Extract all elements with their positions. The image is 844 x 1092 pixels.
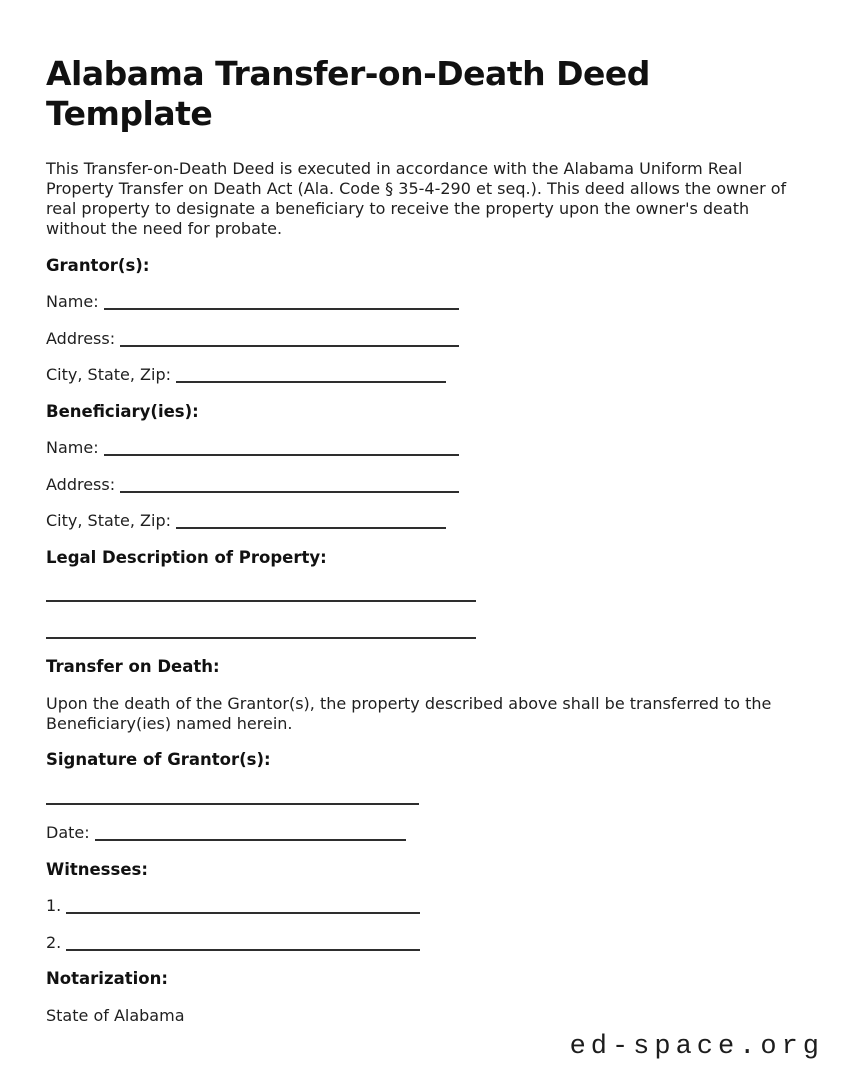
- ed-space-watermark: ed-space.org: [569, 1032, 824, 1062]
- grantor-city-state-zip-label: City, State, Zip:: [46, 365, 172, 384]
- date-label: Date:: [46, 823, 90, 842]
- signature-heading: Signature of Grantor(s):: [46, 750, 271, 769]
- beneficiary-name-label: Name:: [46, 438, 99, 457]
- witness-2-blank-line: [66, 948, 420, 951]
- beneficiary-address-label: Address:: [46, 474, 116, 494]
- transfer-on-death-heading: Transfer on Death:: [46, 657, 220, 676]
- witness-1-blank-line: [66, 911, 420, 914]
- grantor-city-state-zip-row: [46, 365, 798, 385]
- date-blank-line: [95, 838, 406, 841]
- witness-row-2: [46, 933, 798, 953]
- grantor-name-row: [46, 292, 798, 312]
- signature-blank-row: [46, 787, 798, 807]
- witness-row-1: [46, 896, 798, 916]
- grantor-name-label: Name:: [46, 292, 99, 311]
- page-title: Alabama Transfer-on-Death Deed Template: [46, 54, 650, 133]
- beneficiary-address-blank-line: [120, 490, 459, 493]
- notarization-heading: Notarization:: [46, 969, 168, 988]
- beneficiary-heading: Beneficiary(ies):: [46, 401, 199, 421]
- grantor-address-row: [46, 329, 798, 349]
- beneficiary-name-row: [46, 438, 798, 458]
- beneficiary-name-blank-line: [104, 453, 459, 456]
- state-of-alabama-text: State of Alabama: [46, 1005, 185, 1025]
- witness-1-number: 1.: [46, 896, 62, 915]
- legal-description-heading: Legal Description of Property:: [46, 547, 327, 567]
- date-row: [46, 823, 798, 843]
- beneficiary-city-state-zip-blank-line: [176, 526, 446, 529]
- legal-description-blank-row-2: [46, 621, 798, 641]
- witnesses-heading: Witnesses:: [46, 859, 148, 879]
- grantor-name-blank-line: [104, 307, 459, 310]
- grantor-heading: Grantor(s):: [46, 255, 150, 275]
- signature-blank-line: [46, 802, 419, 805]
- grantor-city-state-zip-blank-line: [176, 380, 446, 383]
- legal-description-blank-row-1: [46, 584, 798, 604]
- witness-2-number: 2.: [46, 932, 62, 952]
- beneficiary-city-state-zip-row: [46, 511, 798, 531]
- transfer-on-death-paragraph: Upon the death of the Grantor(s), the property described above shall be transferred to the Beneficiary(ies) named herein.: [46, 693, 772, 733]
- legal-description-blank-line-2: [46, 636, 476, 639]
- beneficiary-address-row: [46, 475, 798, 495]
- intro-paragraph: This Transfer-on-Death Deed is executed in accordance with the Alabama Uniform Real Property Transfer on Death Act (Ala. Code § 35-4-290 et seq.). This deed allows the owner of real property to designate a beneficiary to receive the property upon the owner's death without the need for probate.: [46, 159, 787, 238]
- grantor-address-blank-line: [120, 344, 459, 347]
- grantor-address-label: Address:: [46, 328, 116, 348]
- legal-description-blank-line-1: [46, 599, 476, 602]
- beneficiary-city-state-zip-label: City, State, Zip:: [46, 511, 172, 530]
